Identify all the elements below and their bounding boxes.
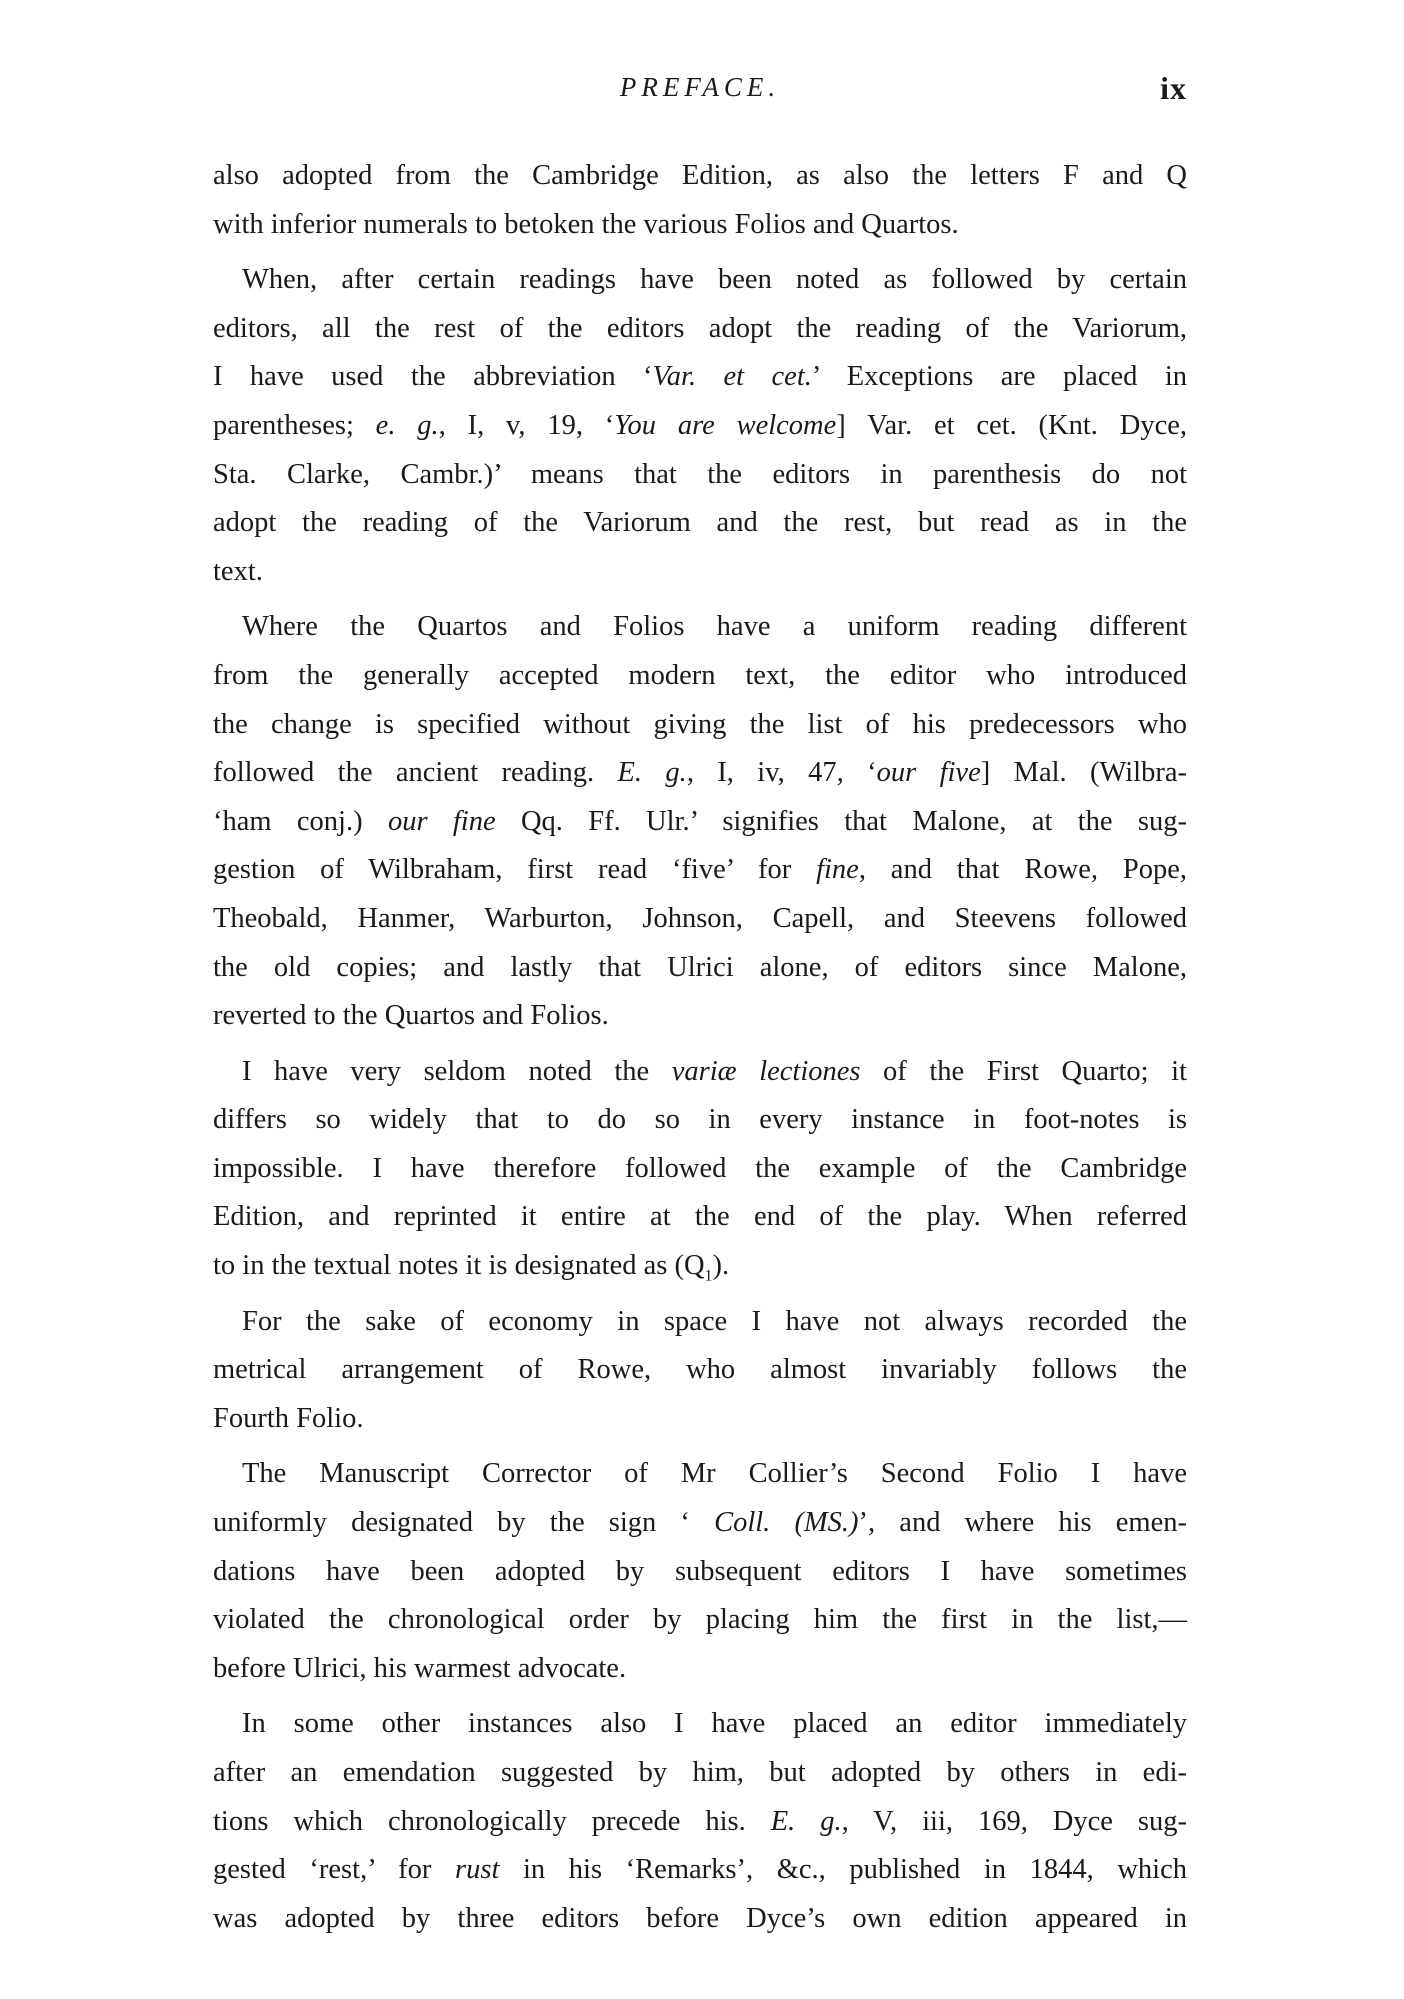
text-run: ).	[712, 1250, 730, 1282]
text-run: , and that Rowe, Pope,	[858, 854, 1187, 886]
text-line	[213, 1242, 1187, 1291]
text-line	[213, 402, 1187, 451]
italic-abbreviation: E. g.	[770, 1805, 842, 1837]
text-run: , V, iii, 169, Dyce sug-	[841, 1805, 1187, 1837]
paragraph-5	[213, 1298, 1187, 1444]
italic-abbreviation: E. g.	[617, 757, 687, 789]
paragraph-6	[213, 1450, 1187, 1693]
text-line: text.	[213, 555, 263, 587]
text-run: ] Var. et cet. (Knt. Dyce,	[836, 409, 1187, 441]
text-run: to in the textual notes it is designated as (Q	[213, 1250, 705, 1282]
running-head: PREFACE.	[619, 72, 781, 102]
text-line: was adopted by three editors before Dyce’s own edition appeared in	[213, 1902, 1187, 1934]
paragraph-2	[213, 256, 1187, 596]
subscript-numeral: 1	[704, 1267, 713, 1285]
text-run: I have used the abbreviation ‘	[213, 361, 653, 393]
text-line: Where the Quartos and Folios have a uniform reading different	[242, 611, 1187, 643]
text-run: ’, and where his emen-	[858, 1507, 1187, 1539]
text-line	[213, 1798, 1187, 1847]
text-line: When, after certain readings have been noted as followed by certain	[242, 264, 1187, 296]
text-line: Sta. Clarke, Cambr.)’ means that the editors in parenthesis do not	[213, 458, 1187, 490]
paragraph-7	[213, 1700, 1187, 1943]
text-line	[213, 749, 1187, 798]
text-line: editors, all the rest of the editors adopt the reading of the Variorum,	[213, 312, 1187, 344]
text-line: For the sake of economy in space I have not always recorded the	[242, 1305, 1187, 1337]
text-run: gested ‘rest,’ for	[213, 1854, 456, 1886]
italic-quotation: You are welcome	[614, 409, 837, 441]
text-run: uniformly designated by the sign ‘	[213, 1507, 715, 1539]
text-run: , I, iv, 47, ‘	[686, 757, 877, 789]
text-line: Edition, and reprinted it entire at the end of the play. When referred	[213, 1201, 1187, 1233]
text-line: after an emendation suggested by him, but adopted by others in edi-	[213, 1757, 1187, 1788]
italic-word: rust	[455, 1854, 500, 1886]
italic-quotation: our five	[876, 757, 981, 789]
page-body	[213, 152, 1187, 1950]
italic-latin-phrase: variæ lectiones	[671, 1055, 861, 1087]
text-line: violated the chronological order by placing him the first in the list,—	[213, 1604, 1187, 1636]
text-run: Qq. Ff. Ulr.’ signifies that Malone, at the sug-	[495, 805, 1187, 837]
italic-word: fine	[816, 854, 859, 886]
text-line: The Manuscript Corrector of Mr Collier’s Second Folio I have	[242, 1458, 1187, 1490]
page-number: ix	[1160, 70, 1187, 106]
text-run: ] Mal. (Wilbra-	[980, 757, 1187, 789]
text-run: I have very seldom noted the	[242, 1055, 672, 1087]
text-run: ’ Exceptions are placed in	[811, 361, 1187, 393]
paragraph-1	[213, 152, 1187, 249]
text-line: with inferior numerals to betoken the various Folios and Quartos.	[213, 208, 959, 240]
text-line: before Ulrici, his warmest advocate.	[213, 1652, 627, 1684]
paragraph-3	[213, 603, 1187, 1040]
text-line	[213, 1048, 1187, 1097]
text-line: In some other instances also I have placed an editor immediately	[242, 1708, 1187, 1740]
text-line	[213, 353, 1187, 402]
text-line	[213, 1846, 1187, 1895]
text-line: Fourth Folio.	[213, 1402, 364, 1434]
italic-abbreviation: e. g.	[375, 409, 439, 441]
text-run: tions which chronologically precede his.	[213, 1805, 771, 1837]
text-run: followed the ancient reading.	[213, 757, 618, 789]
italic-abbreviation: Var. et cet.	[652, 361, 812, 393]
text-line: Theobald, Hanmer, Warburton, Johnson, Capell, and Steevens followed	[213, 902, 1187, 934]
page-header	[213, 70, 1187, 116]
text-line: adopt the reading of the Variorum and the rest, but read as in the	[213, 507, 1187, 539]
italic-sign: Coll. (MS.)	[714, 1507, 859, 1539]
text-run: ‘ham conj.)	[213, 805, 388, 837]
text-line: impossible. I have therefore followed the example of the Cambridge	[213, 1152, 1187, 1184]
text-run: parentheses;	[213, 409, 376, 441]
text-run: , I, v, 19, ‘	[438, 409, 615, 441]
text-line: from the generally accepted modern text, the editor who introduced	[213, 659, 1187, 691]
paragraph-4	[213, 1048, 1187, 1291]
text-line: also adopted from the Cambridge Edition, as also the letters F and Q	[213, 160, 1187, 191]
text-line: the change is specified without giving the list of his predecessors who	[213, 708, 1187, 740]
text-run: in his ‘Remarks’, &c., published in 1844, which	[499, 1854, 1187, 1886]
text-line: metrical arrangement of Rowe, who almost invariably follows the	[213, 1354, 1187, 1386]
text-line	[213, 846, 1187, 895]
text-run: of the First Quarto; it	[860, 1055, 1187, 1087]
text-line: reverted to the Quartos and Folios.	[213, 1000, 609, 1032]
text-line	[213, 798, 1187, 847]
text-line: dations have been adopted by subsequent editors I have sometimes	[213, 1555, 1187, 1587]
italic-quotation: our fine	[387, 805, 496, 837]
text-line	[213, 1499, 1187, 1548]
text-run: gestion of Wilbraham, first read ‘five’ for	[213, 854, 817, 886]
text-line: differs so widely that to do so in every instance in foot-notes is	[213, 1104, 1187, 1136]
text-line: the old copies; and lastly that Ulrici alone, of editors since Malone,	[213, 951, 1187, 983]
